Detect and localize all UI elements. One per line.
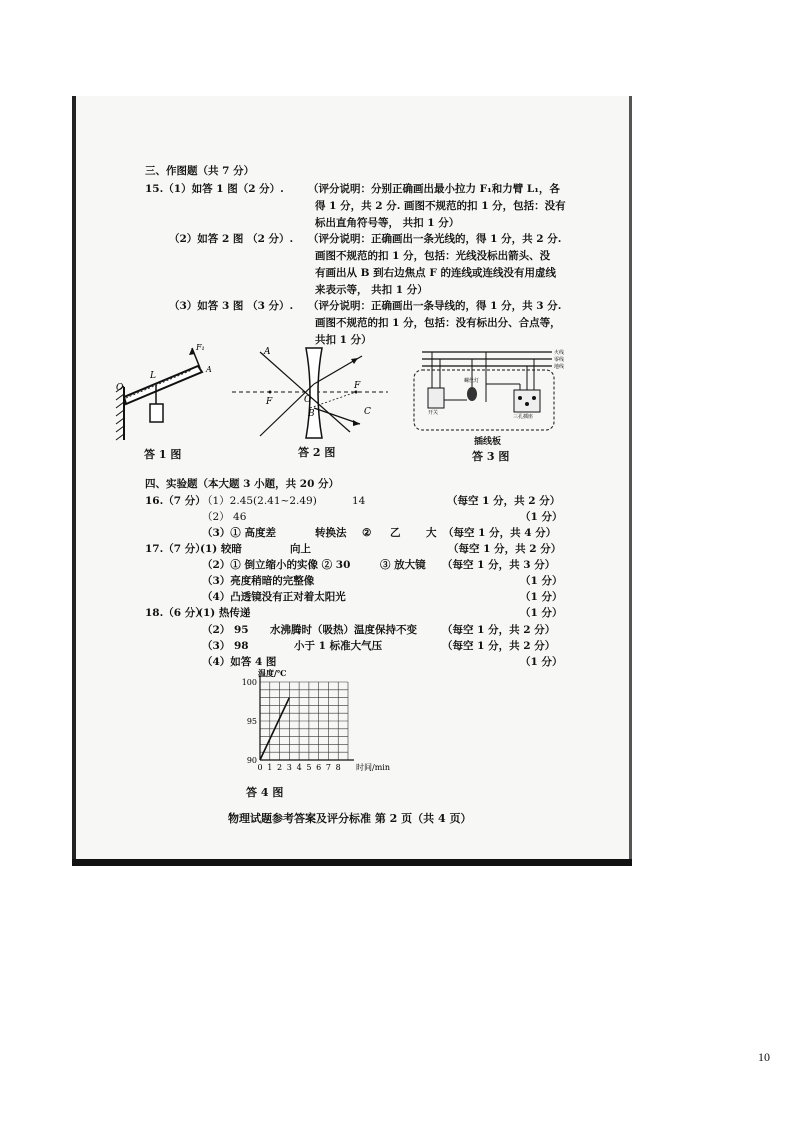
page-number: 10 [758,1050,770,1064]
fig3-label-ground: 地线 [554,364,565,370]
q17-4: （4）凸透镜没有正对着太阳光 [202,591,346,603]
fig2-label-a: A [264,347,271,357]
q17-2: （2）① 倒立缩小的实像 ② 30 [202,559,351,571]
fig2-label-c: C [364,407,371,417]
figure-4-temperature-chart [232,668,402,778]
q16-3c: ② [362,527,372,539]
q17-2b: ③ 放大镜 [380,559,426,571]
fig2-caption: 答 2 图 [298,446,336,459]
q15-3-note-line2: 画图不规范的扣 1 分，包括：没有标出分、合点等， [315,317,561,329]
q16-1: （1）2.45(2.41~2.49) [202,495,317,507]
x-tick-label: 2 [277,763,283,772]
q15-1-note-line2: 得 1 分，共 2 分. 画图不规范的扣 1 分，包括：没有 [315,200,566,212]
y-tick-label: 95 [246,717,257,726]
fig4-caption: 答 4 图 [246,786,284,799]
y-axis-label: 温度/℃ [258,668,287,678]
x-tick-label: 3 [286,763,292,772]
q18-2: （2） 95 [202,624,249,636]
fig3-label-lamp: 螺丝灯 [464,378,480,384]
q17-1b: 向上 [290,543,311,555]
q15-3-note-line1: （评分说明：正确画出一条导线的，得 1 分，共 3 分. [308,300,562,312]
q15-3: （3）如答 3 图 （3 分）. [169,300,294,312]
figure-1-lever [112,342,222,442]
x-tick-label: 4 [296,763,302,772]
q18-head: 18.（6 分） [145,607,206,619]
x-tick-label: 0 [257,763,263,772]
fig1-label-f: F₁ [196,343,205,352]
page-footer: 物理试题参考答案及评分标准 第 2 页（共 4 页） [228,812,472,825]
x-tick-label: 5 [306,763,312,772]
q18-4-score: （1 分） [520,656,563,668]
q17-4-score: （1 分） [520,591,563,603]
q15-3-note-line3: 共扣 1 分） [315,334,372,346]
q18-1: (1) 热传递 [198,607,251,619]
scan-edge-left [72,96,76,866]
fig3-board-label: 插线板 [474,437,502,447]
scan-edge-bottom [72,859,632,866]
q15-2-note-line3: 有画出从 B 到右边焦点 F 的连线或连线没有用虚线 [315,267,556,279]
fig3-label-live: 火线 [554,350,565,356]
chart-axes [242,668,390,772]
q16-3b: 转换法 [315,527,347,539]
q15-2-note-line2: 画图不规范的扣 1 分，包括：光线没标出箭头、没 [315,250,551,262]
q18-3b: 小于 1 标准大气压 [294,640,383,652]
x-tick-label: 1 [267,763,273,772]
fig2-label-f-right: F [354,381,361,391]
q16-1b: 14 [352,495,366,507]
q18-2b: 水沸腾时（吸热）温度保持不变 [270,624,417,636]
y-tick-label: 90 [246,756,257,765]
q17-1: (1) 较暗 [200,543,242,555]
q17-3-score: （1 分） [520,575,563,587]
q17-1-score: （每空 1 分，共 2 分） [448,543,562,555]
chart-grid [260,682,348,760]
scanned-page [72,96,632,866]
fig2-label-o: O [304,395,312,405]
q16-3: （3）① 高度差 [202,527,276,539]
x-tick-label: 7 [325,763,331,772]
fig3-label-switch: 开关 [428,410,439,416]
x-tick-label: 8 [335,763,341,772]
q16-3-score: （每空 1 分，共 4 分） [443,527,557,539]
q16-head: 16.（7 分） [145,495,206,507]
q18-1-score: （1 分） [520,607,563,619]
fig1-label-o: O [116,383,124,393]
q18-3-score: （每空 1 分，共 2 分） [442,640,556,652]
q16-3d: 乙 [390,527,401,539]
q16-1-score: （每空 1 分，共 2 分） [447,495,561,507]
fig1-label-a: A [206,365,212,374]
q16-2-score: （1 分） [520,511,563,523]
q15-1-note-line1: （评分说明：分别正确画出最小拉力 F₁和力臂 L₁，各 [308,183,560,195]
fig1-caption: 答 1 图 [144,448,182,461]
scan-edge-right [629,96,632,866]
fig3-label-neutral: 零线 [554,357,565,363]
x-axis-label: 时间/min [356,763,390,772]
figure-2-lens [230,344,390,444]
section3-title: 三、作图题（共 7 分） [145,165,255,177]
q18-2-score: （每空 1 分，共 2 分） [442,624,556,636]
fig3-caption: 答 3 图 [472,450,510,463]
fig1-label-l: L [150,371,156,381]
q17-head: 17.（7 分） [145,543,206,555]
q18-3: （3） 98 [202,640,249,652]
fig2-label-f-left: F [266,397,273,407]
fig3-label-socket: 三孔插座 [513,414,534,420]
q17-3: （3）亮度稍暗的完整像 [202,575,315,587]
q15-2-note-line4: 来表示等， 共扣 1 分） [315,284,428,296]
q16-2: （2） 46 [202,511,247,523]
y-tick-label: 100 [241,678,257,687]
fig2-label-b: B [308,409,315,419]
figure-3-circuit [410,342,570,434]
x-tick-label: 6 [316,763,322,772]
q16-3e: 大 [426,527,437,539]
q15-1: 15.（1）如答 1 图（2 分）. [145,183,284,195]
q17-2-score: （每空 1 分，共 3 分） [442,559,556,571]
q15-1-note-line3: 标出直角符号等， 共扣 1 分） [315,217,460,229]
q15-2: （2）如答 2 图 （2 分）. [169,233,294,245]
q15-2-note-line1: （评分说明：正确画出一条光线的，得 1 分，共 2 分. [308,233,562,245]
q18-4: （4）如答 4 图 [202,656,277,668]
section4-title: 四、实验题（本大题 3 小题，共 20 分） [145,478,340,490]
